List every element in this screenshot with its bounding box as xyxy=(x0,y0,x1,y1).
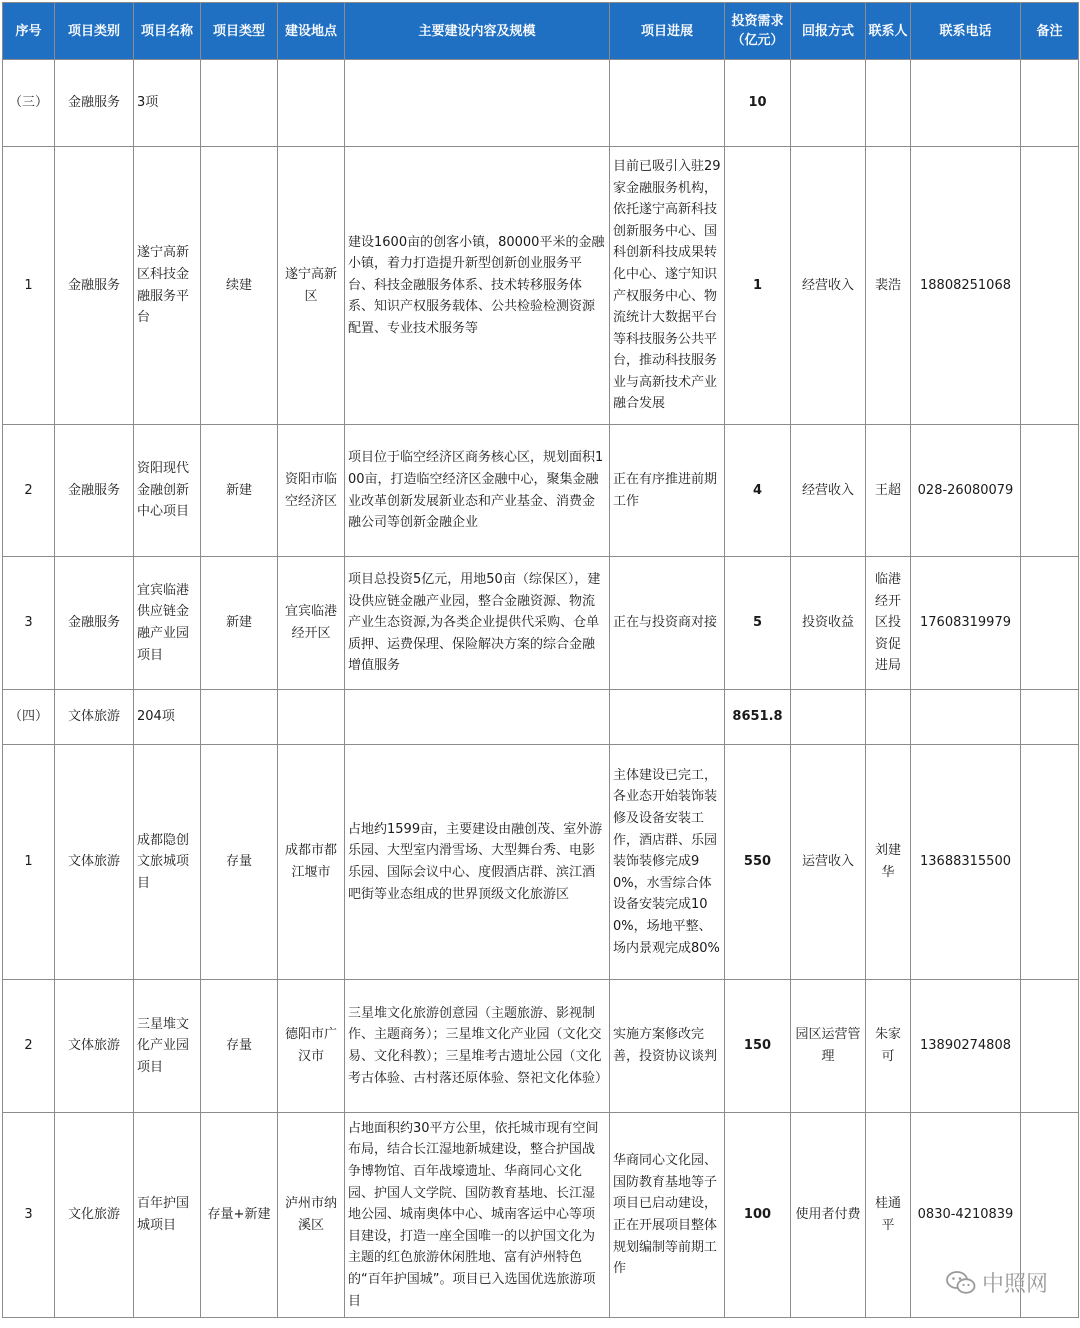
cell-content xyxy=(345,60,610,147)
cell-name: 资阳现代金融创新中心项目 xyxy=(134,425,201,557)
cell-type xyxy=(201,690,278,745)
table-row xyxy=(3,690,1079,745)
cell-no: （四） xyxy=(3,690,55,745)
project-table xyxy=(2,2,1079,1318)
header-investment: 投资需求（亿元） xyxy=(725,3,791,60)
cell-investment: 8651.8 xyxy=(725,690,791,745)
cell-remark xyxy=(1021,690,1079,745)
table-row xyxy=(3,980,1079,1113)
cell-contact: 桂通平 xyxy=(866,1113,911,1318)
header-return: 回报方式 xyxy=(791,3,866,60)
cell-investment: 550 xyxy=(725,745,791,980)
cell-name: 成都隐创文旅城项目 xyxy=(134,745,201,980)
table-row xyxy=(3,557,1079,690)
table-row xyxy=(3,1113,1079,1318)
header-name: 项目名称 xyxy=(134,3,201,60)
cell-content: 项目位于临空经济区商务核心区，规划面积100亩，打造临空经济区金融中心，聚集金融业改革创新发展新业态和产业基金、消费金融公司等创新金融企业 xyxy=(345,425,610,557)
cell-name: 三星堆文化产业园项目 xyxy=(134,980,201,1113)
header-remark: 备注 xyxy=(1021,3,1079,60)
cell-phone: 13688315500 xyxy=(911,745,1021,980)
cell-name: 3项 xyxy=(134,60,201,147)
cell-progress: 实施方案修改完善，投资协议谈判 xyxy=(610,980,725,1113)
cell-category: 文化旅游 xyxy=(55,1113,134,1318)
cell-contact xyxy=(866,690,911,745)
cell-phone xyxy=(911,690,1021,745)
cell-no: 1 xyxy=(3,147,55,425)
cell-location: 遂宁高新区 xyxy=(278,147,345,425)
cell-contact: 临港经开区投资促进局 xyxy=(866,557,911,690)
header-no: 序号 xyxy=(3,3,55,60)
table-row xyxy=(3,745,1079,980)
cell-location: 泸州市纳溪区 xyxy=(278,1113,345,1318)
cell-remark xyxy=(1021,980,1079,1113)
cell-name: 遂宁高新区科技金融服务平台 xyxy=(134,147,201,425)
watermark xyxy=(946,1267,1048,1298)
cell-progress: 主体建设已完工，各业态开始装饰装修及设备安装工作，酒店群、乐园装饰装修完成90%，水雪综合体设备安装完成100%，场地平整、场内景观完成80% xyxy=(610,745,725,980)
cell-category: 文体旅游 xyxy=(55,745,134,980)
cell-investment: 10 xyxy=(725,60,791,147)
table-row xyxy=(3,147,1079,425)
cell-return: 经营收入 xyxy=(791,147,866,425)
cell-type: 存量+新建 xyxy=(201,1113,278,1318)
cell-return: 投资收益 xyxy=(791,557,866,690)
cell-contact: 王超 xyxy=(866,425,911,557)
cell-contact xyxy=(866,60,911,147)
cell-content: 占地面积约30平方公里，依托城市现有空间布局，结合长江湿地新城建设，整合护国战争博物馆、百年战壕遗址、华商同心文化园、护国人文学院、国防教育基地、长江湿地公园、城南奥体中心、城南客运中心等项目建设，打造一座全国唯一的以护国文化为主题的红色旅游休闲胜地、富有泸州特色的“百年护国城”。项目已入选国优选旅游项目 xyxy=(345,1113,610,1318)
cell-phone: 18808251068 xyxy=(911,147,1021,425)
cell-remark xyxy=(1021,745,1079,980)
cell-remark xyxy=(1021,60,1079,147)
cell-phone: 0830-4210839 xyxy=(911,1113,1021,1318)
header-contact: 联系人 xyxy=(866,3,911,60)
watermark-text: 中照网 xyxy=(981,1272,1048,1297)
cell-investment: 100 xyxy=(725,1113,791,1318)
cell-type: 存量 xyxy=(201,980,278,1113)
cell-return: 运营收入 xyxy=(791,745,866,980)
cell-content: 占地约1599亩，主要建设由融创茂、室外游乐园、大型室内滑雪场、大型舞台秀、电影乐园、国际会议中心、度假酒店群、滨江酒吧街等业态组成的世界顶级文化旅游区 xyxy=(345,745,610,980)
cell-remark xyxy=(1021,557,1079,690)
header-content: 主要建设内容及规模 xyxy=(345,3,610,60)
cell-no: 3 xyxy=(3,1113,55,1318)
cell-location: 德阳市广汉市 xyxy=(278,980,345,1113)
header-phone: 联系电话 xyxy=(911,3,1021,60)
cell-name: 204项 xyxy=(134,690,201,745)
cell-remark xyxy=(1021,147,1079,425)
header-progress: 项目进展 xyxy=(610,3,725,60)
cell-investment: 150 xyxy=(725,980,791,1113)
cell-return: 经营收入 xyxy=(791,425,866,557)
cell-phone: 17608319979 xyxy=(911,557,1021,690)
cell-phone: 028-26080079 xyxy=(911,425,1021,557)
cell-content xyxy=(345,690,610,745)
cell-type: 新建 xyxy=(201,425,278,557)
cell-category: 金融服务 xyxy=(55,557,134,690)
cell-location: 成都市都江堰市 xyxy=(278,745,345,980)
cell-category: 文体旅游 xyxy=(55,690,134,745)
cell-return xyxy=(791,690,866,745)
cell-no: （三） xyxy=(3,60,55,147)
cell-content: 项目总投资5亿元，用地50亩（综保区），建设供应链金融产业园，整合金融资源、物流产业生态资源,为各类企业提供代采购、仓单质押、运费保理、保险解决方案的综合金融增值服务 xyxy=(345,557,610,690)
cell-investment: 1 xyxy=(725,147,791,425)
cell-content: 三星堆文化旅游创意园（主题旅游、影视制作、主题商务）；三星堆文化产业园（文化交易、文化科教）；三星堆考古遗址公园（文化考古体验、古村落还原体验、祭祀文化体验） xyxy=(345,980,610,1113)
cell-phone: 13890274808 xyxy=(911,980,1021,1113)
wechat-icon xyxy=(946,1270,976,1296)
cell-no: 2 xyxy=(3,980,55,1113)
header-type: 项目类型 xyxy=(201,3,278,60)
cell-progress: 正在与投资商对接 xyxy=(610,557,725,690)
cell-progress: 正在有序推进前期工作 xyxy=(610,425,725,557)
cell-location: 宜宾临港经开区 xyxy=(278,557,345,690)
cell-phone xyxy=(911,60,1021,147)
cell-category: 金融服务 xyxy=(55,60,134,147)
cell-investment: 5 xyxy=(725,557,791,690)
cell-progress: 华商同心文化园、国防教育基地等子项目已启动建设，正在开展项目整体规划编制等前期工作 xyxy=(610,1113,725,1318)
cell-type xyxy=(201,60,278,147)
cell-progress: 目前已吸引入驻29家金融服务机构，依托遂宁高新科技创新服务中心、国科创新科技成果转化中心、遂宁知识产权服务中心、物流统计大数据平台等科技服务公共平台，推动科技服务业与高新技术产业融合发展 xyxy=(610,147,725,425)
cell-name: 百年护国城项目 xyxy=(134,1113,201,1318)
cell-location: 资阳市临空经济区 xyxy=(278,425,345,557)
cell-no: 2 xyxy=(3,425,55,557)
table-row xyxy=(3,60,1079,147)
cell-type: 新建 xyxy=(201,557,278,690)
cell-category: 金融服务 xyxy=(55,147,134,425)
cell-no: 3 xyxy=(3,557,55,690)
cell-return xyxy=(791,60,866,147)
table-header-row xyxy=(3,3,1079,60)
table-row xyxy=(3,425,1079,557)
cell-type: 存量 xyxy=(201,745,278,980)
cell-no: 1 xyxy=(3,745,55,980)
cell-content: 建设1600亩的创客小镇，80000平米的金融小镇，着力打造提升新型创新创业服务平台、科技金融服务体系、技术转移服务体系、知识产权服务载体、公共检验检测资源配置、专业技术服务等 xyxy=(345,147,610,425)
cell-type: 续建 xyxy=(201,147,278,425)
cell-name: 宜宾临港供应链金融产业园项目 xyxy=(134,557,201,690)
cell-category: 金融服务 xyxy=(55,425,134,557)
cell-progress xyxy=(610,690,725,745)
cell-location xyxy=(278,690,345,745)
cell-category: 文体旅游 xyxy=(55,980,134,1113)
cell-investment: 4 xyxy=(725,425,791,557)
cell-return: 园区运营管理 xyxy=(791,980,866,1113)
cell-contact: 朱家可 xyxy=(866,980,911,1113)
cell-contact: 刘建华 xyxy=(866,745,911,980)
header-category: 项目类别 xyxy=(55,3,134,60)
cell-location xyxy=(278,60,345,147)
cell-return: 使用者付费 xyxy=(791,1113,866,1318)
header-location: 建设地点 xyxy=(278,3,345,60)
cell-remark xyxy=(1021,425,1079,557)
cell-progress xyxy=(610,60,725,147)
cell-contact: 裴浩 xyxy=(866,147,911,425)
